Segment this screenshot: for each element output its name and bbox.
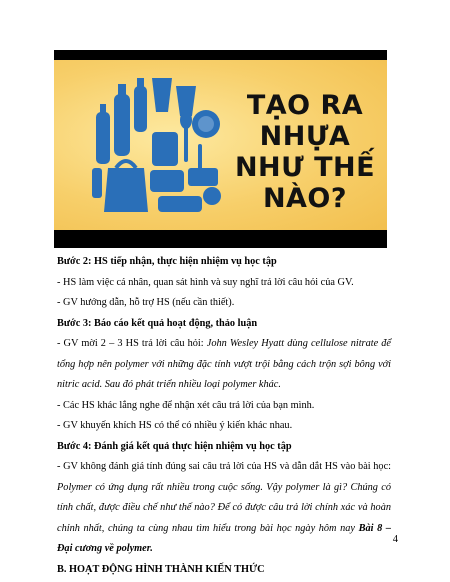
step3-prefix: - GV mời 2 – 3 HS trả lời câu hỏi:	[57, 338, 207, 349]
document-body	[57, 252, 391, 580]
step3-line: - GV khuyến khích HS có thể có nhiều ý kiến khác nhau.	[57, 420, 293, 431]
step4-prefix: - GV không đánh giá tính đúng sai câu trả lời của HS và dẫn dắt HS vào bài học:	[57, 461, 391, 472]
step2-heading: Bước 2: HS tiếp nhận, thực hiện nhiệm vụ học tập	[57, 256, 277, 267]
step2-line: - HS làm việc cá nhân, quan sát hình và suy nghĩ trả lời câu hỏi của GV.	[57, 276, 354, 288]
page-number: 4	[392, 534, 398, 545]
hero-image	[54, 50, 387, 248]
plastic-items-icon	[88, 72, 228, 220]
step3-line: - Các HS khác lắng nghe để nhận xét câu trả lời của bạn mình.	[57, 399, 315, 411]
step3-heading: Bước 3: Báo cáo kết quả hoạt động, thảo luận	[57, 317, 258, 329]
step4-italic: Polymer có ứng dụng rất nhiều trong cuộc sống. Vậy polymer là gì? Chúng có tính chất, được điều chế như thế nào? Để có được câu trả lời chính xác và hoàn chỉnh nhất, chúng ta cùng nhau tìm hiểu trong bài học ngày hôm nay	[57, 481, 391, 534]
step3-paragraph	[57, 334, 391, 396]
hero-title-line: NÀO?	[262, 183, 348, 214]
hero-banner	[54, 60, 387, 230]
hero-title	[230, 90, 380, 214]
lesson-title: Bài 8 – Đại cương về polymer.	[57, 522, 391, 554]
step2-line: - GV hướng dẫn, hỗ trợ HS (nếu cần thiết).	[57, 297, 235, 308]
step3-question: John Wesley Hyatt dùng cellulose nitrate để tổng hợp nên polymer với những đặc tính vượt trội bằng cách trộn sợi bông với nitric acid. Sau đó phát triển nhiều loại polymer khác.	[57, 338, 391, 390]
hero-title-line: NHỰA	[259, 121, 351, 152]
hero-title-line: TẠO RA	[246, 90, 364, 121]
step4-heading: Bước 4: Đánh giá kết quả thực hiện nhiệm vụ học tập	[57, 440, 292, 452]
section-b-heading: B. HOẠT ĐỘNG HÌNH THÀNH KIẾN THỨC	[57, 563, 265, 575]
hero-title-line: NHƯ THẾ	[234, 152, 376, 183]
step4-paragraph	[57, 457, 391, 560]
